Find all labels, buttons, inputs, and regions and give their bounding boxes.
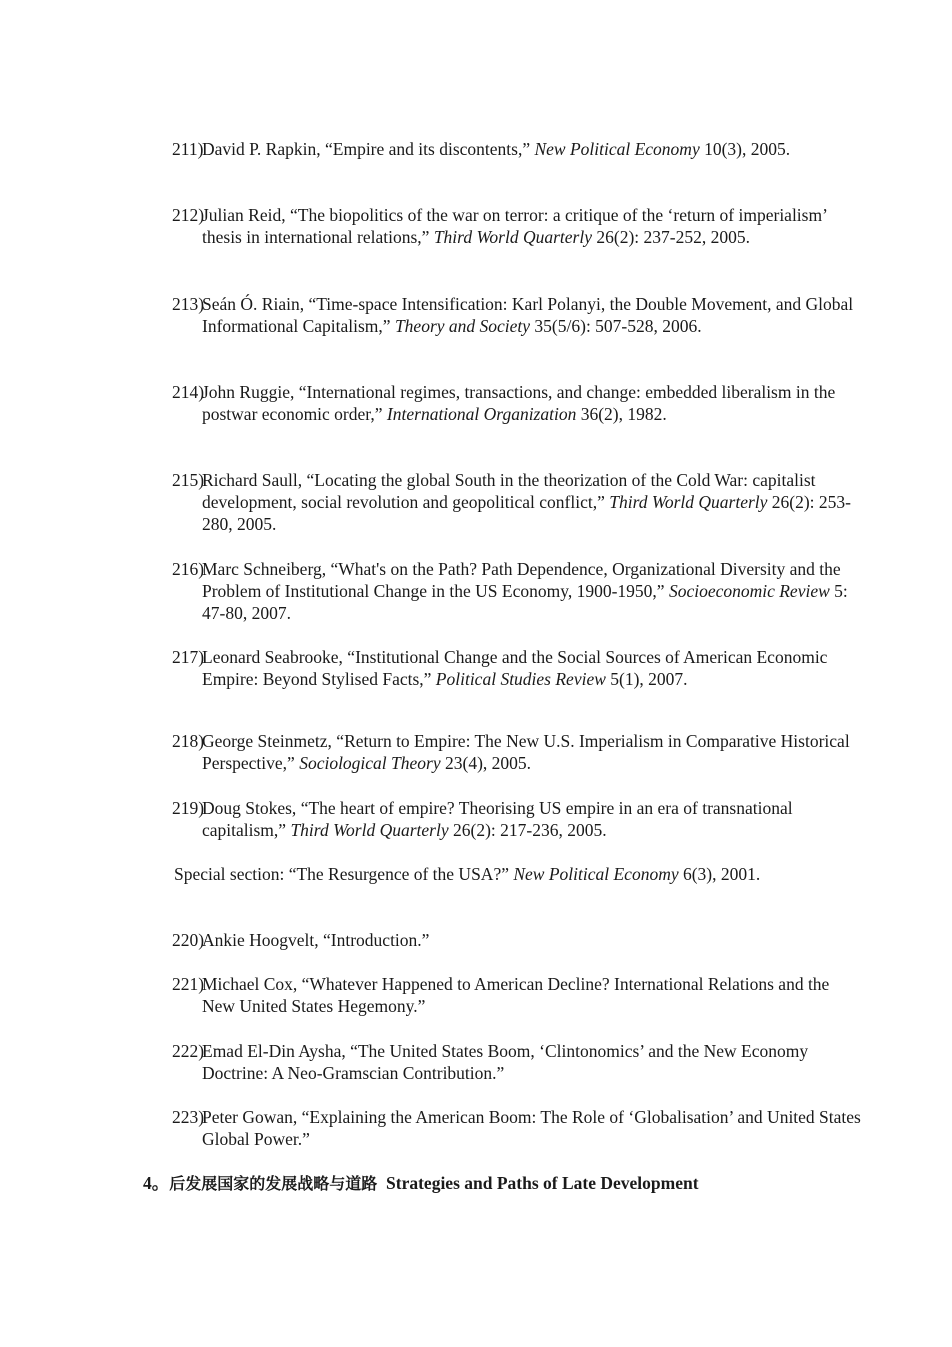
reference-author: John Ruggie,	[202, 382, 299, 402]
reference-journal: Third World Quarterly	[609, 492, 768, 512]
section-heading-chinese: 后发展国家的发展战略与道路	[169, 1174, 378, 1193]
reference-entry	[172, 293, 862, 337]
special-section-lead: Special section: “The Resurgence of the USA?”	[174, 864, 514, 884]
reference-journal: Political Studies Review	[435, 669, 606, 689]
reference-author: Doug Stokes,	[202, 798, 301, 818]
special-section-details: 6(3), 2001.	[678, 864, 761, 884]
reference-journal: Third World Quarterly	[290, 820, 449, 840]
reference-number: 217)	[172, 647, 205, 667]
reference-details: 36(2), 1982.	[576, 404, 667, 424]
reference-number: 213)	[172, 294, 205, 314]
reference-entry	[172, 469, 862, 535]
reference-entry	[172, 730, 862, 774]
reference-number: 214)	[172, 382, 205, 402]
reference-author: Leonard Seabrooke,	[202, 647, 348, 667]
reference-author: Richard Saull,	[202, 470, 307, 490]
reference-author: David P. Rapkin,	[202, 139, 325, 159]
reference-entry	[172, 1106, 862, 1150]
reference-journal: International Organization	[386, 404, 577, 424]
reference-details: 23(4), 2005.	[440, 753, 532, 773]
reference-title: “International regimes, transactions, and change: embedded liberalism in the postwar economic order,”	[202, 382, 836, 424]
reference-title: “The biopolitics of the war on terror: a critique of the ‘return of imperialism’ thesis in international relations,”	[202, 205, 827, 247]
reference-number: 212)	[172, 205, 205, 225]
reference-details: 26(2): 217-236, 2005.	[448, 820, 607, 840]
reference-entry	[172, 797, 862, 841]
reference-number: 223)	[172, 1107, 205, 1127]
reference-number: 222)	[172, 1041, 205, 1061]
reference-entry	[172, 929, 862, 951]
reference-number: 220)	[172, 930, 205, 950]
section-heading-number: 4。	[143, 1173, 170, 1193]
reference-entry	[172, 204, 862, 248]
reference-title: “Time-space Intensification: Karl Polanyi, the Double Movement, and Global Informational Capitalism,”	[202, 294, 854, 336]
reference-number: 219)	[172, 798, 205, 818]
reference-title: “Institutional Change and the Social Sources of American Economic Empire: Beyond Stylised Facts,”	[202, 647, 828, 689]
section-heading-english: Strategies and Paths of Late Development	[386, 1173, 699, 1193]
reference-journal: Theory and Society	[394, 316, 531, 336]
reference-title: “Empire and its discontents,”	[325, 139, 535, 159]
reference-entry	[172, 558, 862, 624]
reference-number: 215)	[172, 470, 205, 490]
reference-journal: New Political Economy	[534, 139, 700, 159]
reference-number: 218)	[172, 731, 205, 751]
reference-title: “What's on the Path? Path Dependence, Organizational Diversity and the Problem of Institutional Change in the US Economy, 1900-1950,”	[202, 559, 841, 601]
reference-title: “The heart of empire? Theorising US empire in an era of transnational capitalism,”	[202, 798, 793, 840]
reference-details: 5(1), 2007.	[605, 669, 688, 689]
reference-number: 221)	[172, 974, 205, 994]
reference-journal: Socioeconomic Review	[668, 581, 830, 601]
reference-entry	[172, 381, 862, 425]
reference-details: 35(5/6): 507-528, 2006.	[530, 316, 702, 336]
special-section-journal: New Political Economy	[513, 864, 679, 884]
reference-title: “Locating the global South in the theorization of the Cold War: capitalist development, social revolution and geopolitical conflict,”	[202, 470, 816, 512]
reference-entry	[172, 646, 862, 690]
reference-author: Seán Ó. Riain,	[202, 294, 309, 314]
reference-journal: Sociological Theory	[299, 753, 441, 773]
reference-text: Ankie Hoogvelt, “Introduction.”	[202, 930, 430, 950]
reference-number: 216)	[172, 559, 205, 579]
reference-author: George Steinmetz,	[202, 731, 337, 751]
reference-details: 5: 47-80, 2007.	[202, 581, 848, 623]
reference-author: Julian Reid,	[202, 205, 290, 225]
special-section-note	[174, 863, 814, 885]
reference-entry	[172, 1040, 862, 1084]
reference-text: Michael Cox, “Whatever Happened to American Decline? International Relations and the New United States Hegemony.”	[202, 974, 830, 1016]
reference-text: Emad El-Din Aysha, “The United States Boom, ‘Clintonomics’ and the New Economy Doctrine: A Neo-Gramscian Contribution.”	[202, 1041, 809, 1083]
reference-text: Peter Gowan, “Explaining the American Boom: The Role of ‘Globalisation’ and United States Global Power.”	[202, 1107, 861, 1149]
reference-author: Marc Schneiberg,	[202, 559, 331, 579]
section-heading	[143, 1172, 883, 1195]
reference-details: 26(2): 237-252, 2005.	[592, 227, 750, 247]
reference-number: 211)	[172, 139, 204, 159]
reference-details: 10(3), 2005.	[699, 139, 791, 159]
reference-title: “Return to Empire: The New U.S. Imperialism in Comparative Historical Perspective,”	[202, 731, 850, 773]
reference-entry	[172, 138, 862, 160]
reference-entry	[172, 973, 862, 1017]
reference-journal: Third World Quarterly	[433, 227, 592, 247]
reference-details: 26(2): 253-280, 2005.	[202, 492, 852, 534]
